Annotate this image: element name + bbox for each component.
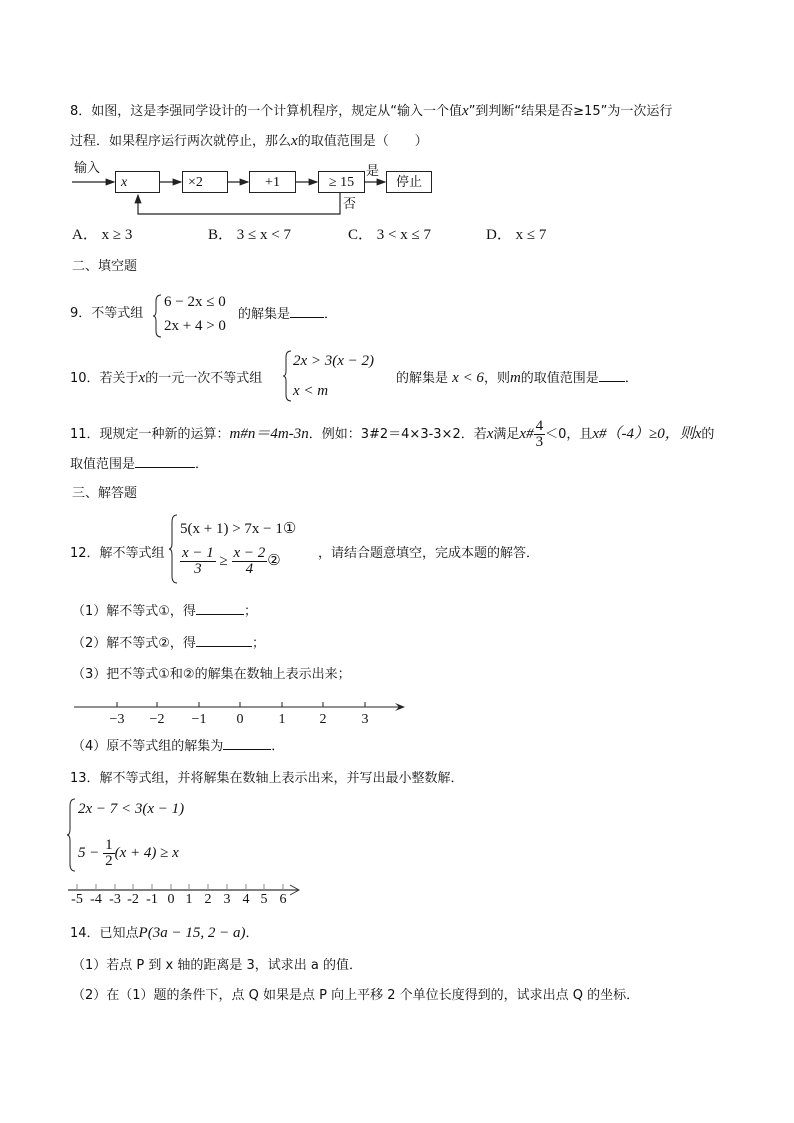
q11-expr2: x#（-4）≥0，则 [592, 426, 695, 442]
q11-x2: x [694, 426, 702, 442]
q13-fraction [103, 838, 115, 869]
q12-frac2-den: 4 [245, 561, 254, 577]
q12-frac1 [180, 546, 216, 577]
q11-frac-num: 4 [535, 418, 544, 434]
q12-post: ，请结合题意填空，完成本题的解答． [318, 546, 540, 561]
q8-text-end: ”到判断“结果是否≥15”为一次运行 [468, 104, 673, 119]
section-answer-heading: 三、解答题 [72, 486, 138, 501]
q9-eq2: 2x + 4 > 0 [164, 318, 226, 334]
q12-circ2: ② [267, 552, 281, 569]
q10-eq1: 2x > 3(x − 2) [293, 353, 375, 369]
q12-step2-text: （2）解不等式②，得 [72, 636, 196, 651]
q10-post2: ，则 [483, 371, 510, 386]
q10-eq2: x < m [293, 383, 329, 399]
q13-axis-label: 5 [260, 892, 268, 907]
q12-step1-blank[interactable] [196, 602, 244, 615]
q10-answer-blank[interactable] [599, 369, 625, 382]
q13-eq2 [78, 838, 179, 869]
q14-step2: （2）在（1）题的条件下，点 Q 如果是点 P 向上平移 2 个单位长度得到的，试求出点 Q 的坐标． [72, 988, 640, 1003]
q13-frac-num: 1 [105, 837, 113, 853]
q8-option-c: C． 3 < x ≤ 7 [348, 227, 431, 243]
q10-tail: 的解集是 x < 6，则m的取值范围是 ． [396, 370, 638, 386]
q9-tail: 的解集是 ． [238, 307, 338, 322]
q12-brace [168, 514, 178, 584]
section-fill-blank-heading: 二、填空题 [72, 259, 138, 274]
flow-yes-label: 是 [366, 164, 380, 179]
q12-step1-text: （1）解不等式①，得 [72, 604, 196, 619]
q11-expr1: x# [519, 426, 534, 442]
q12-axis-label: 1 [278, 712, 286, 727]
q8-text: 8．如图，这是李强同学设计的一个计算机程序，规定从“输入一个值 [70, 104, 463, 119]
q12-label: 12．解不等式组 [70, 546, 165, 561]
q8-text2-end: 的取值范围是（ ） [297, 134, 428, 149]
q8-var: x [462, 103, 469, 119]
q12-axis-label: −3 [109, 712, 125, 727]
q11-def: m#n＝4m-3n [229, 426, 309, 442]
q13-eq2-pre: 5 − [78, 844, 104, 861]
q13-axis-label: -1 [146, 892, 158, 907]
q11-line2-text: 取值范围是 [70, 457, 136, 472]
q11-x: x [486, 426, 494, 442]
q8-option-a: A． x ≥ 3 [72, 227, 133, 243]
q12-step4-blank[interactable] [223, 737, 271, 750]
q8-option-b: B． 3 ≤ x < 7 [208, 227, 291, 243]
flowchart-arrows [0, 0, 794, 240]
q12-ge: ≥ [219, 552, 228, 569]
q13-eq2-post: (x + 4) ≥ x [114, 844, 179, 861]
q11-pre: 11．现规定一种新的运算： [70, 427, 230, 442]
q8-option-d: D． x ≤ 7 [486, 227, 547, 243]
q12-frac2 [232, 546, 268, 577]
q8-var2: x [291, 133, 298, 149]
q13-brace [66, 798, 76, 872]
q11-fraction [534, 419, 546, 450]
q10-mid: 的一元一次不等式组 [145, 371, 263, 386]
flow-box-x: x [115, 171, 160, 193]
q12-axis-label: 0 [236, 712, 244, 727]
q13-text: 13．解不等式组，并将解集在数轴上表示出来，并写出最小整数解． [70, 771, 464, 786]
q8-text2: 过程．如果程序运行两次就停止，那么 [70, 134, 292, 149]
q12-step1: （1）解不等式①，得 ； [72, 604, 257, 619]
q14-pre: 14．已知点 [70, 926, 139, 941]
q12-step2-blank[interactable] [196, 634, 252, 647]
q10-brace [282, 350, 292, 402]
q10-cond: x < 6 [452, 370, 484, 386]
q10-var: x [138, 370, 146, 386]
q9-label: 9．不等式组 [70, 306, 144, 321]
flow-box-stop: 停止 [386, 171, 432, 193]
q13-axis-label: 6 [279, 892, 287, 907]
q13-axis-label: -3 [109, 892, 121, 907]
q10-pre: 10．若关于 [70, 371, 139, 386]
q14-end: ． [245, 926, 259, 941]
q9-eq1: 6 − 2x ≤ 0 [164, 294, 226, 310]
q13-eq1: 2x − 7 < 3(x − 1) [78, 801, 185, 817]
flow-no-label: 否 [343, 197, 357, 212]
q13-axis-label: -4 [90, 892, 102, 907]
flow-box-check: ≥ 15 [318, 171, 365, 193]
q14-step1: （1）若点 P 到 x 轴的距离是 3，试求出 a 的值． [72, 958, 362, 973]
flow-box-times2: ×2 [182, 171, 228, 193]
q9-answer-blank[interactable] [290, 305, 324, 318]
q12-frac1-num: x − 1 [182, 545, 214, 561]
flow-input-label: 输入 [74, 161, 101, 176]
q9-brace [152, 294, 162, 338]
q9-post: 的解集是 [238, 307, 291, 322]
q12-axis-label: 3 [361, 712, 369, 727]
q12-axis-label: −1 [191, 712, 207, 727]
q11-line2: 取值范围是 ． [70, 457, 209, 472]
q12-eq1: 5(x + 1) > 7x − 1① [180, 521, 297, 537]
q13-axis-label: 3 [223, 892, 231, 907]
q14-line [70, 924, 258, 943]
q11-example: ．例如：3#2＝4×3-3×2．若 [308, 427, 487, 442]
q11-end: 的 [701, 427, 715, 442]
q12-step2: （2）解不等式②，得 ； [72, 636, 265, 651]
q12-axis-label: 2 [319, 712, 327, 727]
q12-frac2-num: x − 2 [233, 545, 266, 561]
q13-axis-label: 0 [167, 892, 175, 907]
q12-axis-label: −2 [149, 712, 165, 727]
flow-box-plus1: +1 [249, 171, 296, 193]
q11-answer-blank[interactable] [135, 455, 195, 468]
q10-post1: 的解集是 [396, 371, 449, 386]
q12-step4-text: （4）原不等式组的解集为 [72, 739, 224, 754]
q12-eq2 [180, 546, 281, 577]
q12-step3: （3）把不等式①和②的解集在数轴上表示出来； [72, 667, 351, 682]
q11-lt: ＜0，且 [545, 427, 593, 442]
q13-axis-label: 4 [242, 892, 250, 907]
q11-frac-den: 3 [535, 434, 544, 450]
q10-line [70, 369, 262, 388]
q10-m: m [509, 370, 521, 386]
q13-axis-label: 2 [204, 892, 212, 907]
q12-frac1-den: 3 [194, 561, 202, 577]
q12-step4: （4）原不等式组的解集为 ． [72, 739, 285, 754]
q13-frac-den: 2 [105, 853, 113, 869]
q13-axis-label: -5 [71, 892, 83, 907]
q14-point: P(3a − 15, 2 − a) [138, 925, 246, 941]
q11-sat: 满足 [493, 427, 520, 442]
q11-line1 [70, 419, 714, 450]
q10-post3: 的取值范围是 [520, 371, 599, 386]
q13-axis-label: -2 [127, 892, 139, 907]
q13-axis-label: 1 [185, 892, 193, 907]
